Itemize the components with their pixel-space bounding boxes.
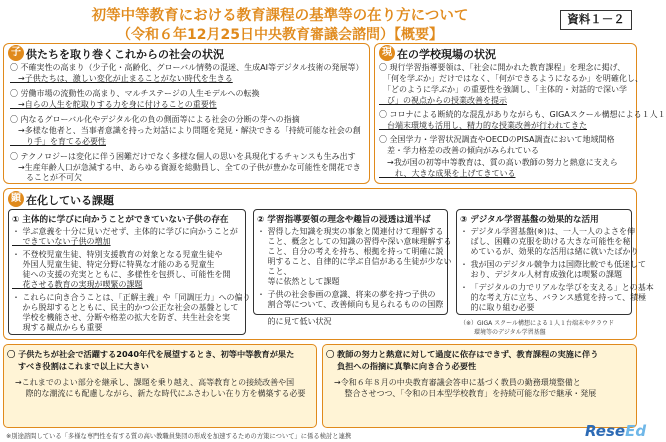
list-item: →我が国の初等中等教育は、質の高い教師の努力と熱意に支えら <box>379 158 618 167</box>
list-item: 〇 テクノロジーは変化に伴う困難だけでなく多様な個人の思いを具現化するチャンスも生み出す <box>10 152 356 161</box>
list-item: ・ 学ぶ意義を十分に見いだせず、主体的に学びに向かうことが <box>12 227 238 236</box>
footnote: ※別途諮問している「多様な専門性を有する質の高い教職員集団の形成を加速するための方策について」に係る検討と連携 <box>6 433 352 440</box>
list-item: こと、概念としての知識の習得や深い意味理解する <box>257 237 452 246</box>
list-item: り手」を育てる必要性 <box>10 137 106 146</box>
list-item: 割合等について、改善傾向も見られるものの国際 <box>257 300 444 309</box>
document-ref-badge: 資料１－２ <box>560 10 632 30</box>
society-status-panel <box>3 43 370 184</box>
header <box>0 0 640 46</box>
panel-title: 在の学校現場の状況 <box>397 48 496 61</box>
summary-heading: すべき役割はこれまで以上に大きい <box>7 361 149 371</box>
resed-logo <box>585 422 646 440</box>
list-item: 「どのように学ぶか」の重要性を強調し、「主体的・対話的で深い学 <box>379 85 627 94</box>
emerging-issues-panel <box>3 188 654 340</box>
list-item: 徒への支援の充実とともに、多様性を包摂し、可能性を開 <box>12 270 231 279</box>
list-item: 整合させつつ、「令和の日本型学校教育」を持続可能な形で継承・発展 <box>326 389 597 398</box>
list-item: 〇 不確実性の高まり（少子化・高齢化、グローバル情勢の混迷、生成AI等デジタル技術の発展等） <box>10 63 364 72</box>
list-item: 〇 コロナによる断続的な混乱がありながらも、GIGAスクール構想による１人１ <box>379 110 666 119</box>
list-item: こと、 <box>257 267 292 276</box>
list-item: できていない子供の増加 <box>12 237 111 246</box>
list-item: →自らの人生を舵取りする力を身に付けることの重要性 <box>10 100 217 109</box>
list-item: 等に依然として課題 <box>257 277 340 286</box>
list-item: ・ 我が国のデジタル競争力は国際比較でも低迷して <box>460 260 647 269</box>
issue-box-2 <box>253 209 452 315</box>
list-item: 際的な潮流にも配慮しながら、新たな時代にふさわしい在り方を構築する必要 <box>7 389 306 398</box>
list-item: →令和６年８月の中央教育審議会答申に基づく教員の勤務環境整備と <box>326 378 581 387</box>
page-subtitle: （令和６年12月25日中央教育審議会諮問）【概要】 <box>117 27 443 43</box>
list-item: ばし、困難の克服を助ける大きな可能性を秘 <box>460 237 631 246</box>
summary-heading: 〇 子供たちが社会で活躍する2040年代を展望するとき、初等中等教育が果た <box>7 349 295 359</box>
panel-title: 供たちを取り巻くこれからの社会の状況 <box>26 48 224 61</box>
list-item: 的な考え方に立ち、バランス感覚を持って、積極 <box>460 293 647 302</box>
list-item: ・ デジタル学習基盤(※)は、一人一人のよさを伸 <box>460 227 636 236</box>
issue-title: ② 学習指導要領の理念や趣旨の浸透は道半ば <box>257 215 431 225</box>
list-item: び」の視点からの授業改善を提示 <box>379 96 507 105</box>
list-item: めているが、効果的な活用は緒に就いたばかり <box>460 247 639 256</box>
footnote-text: 環境等のデジタル学習基盤 <box>474 329 546 336</box>
logo-text: Rese <box>585 422 626 440</box>
list-item: 「何を学ぶか」だけではなく、「何ができるようになるか」を明確化し、 <box>379 74 643 83</box>
list-item: →生産年齢人口が急減する中、あらゆる資源を総動員し、全ての子供が豊かな可能性を開花でき <box>10 163 361 172</box>
list-item: 的に取り組む必要 <box>460 303 535 312</box>
list-item: 〇 労働市場の流動性の高まり、マルチステージの人生モデルへの転換 <box>10 89 260 98</box>
logo-text-accent: Ed <box>625 422 647 440</box>
list-item: →子供たちは、激しい変化が止まることがない時代を生きる <box>10 74 233 83</box>
list-item: →これまでのよい部分を継承し、課題を乗り越え、高等教育との接続改善や国 <box>7 378 295 387</box>
list-item: ・ 「デジタルの力でリアルな学びを支える」との基本 <box>460 283 654 292</box>
list-item: おり、デジタル人材育成強化は喫緊の課題 <box>460 270 623 279</box>
list-item: 学校を機能させ、分断や格差の拡大を防ぎ、共生社会を実 <box>12 313 230 322</box>
list-item: →多様な他者と、当事者意識を持った対話により問題を発見・解決できる「持続可能な社会の創 <box>10 126 361 135</box>
teacher-burden-box <box>322 344 637 428</box>
list-item: 台端末環境も活用し、精力的な授業改善が行われてきた <box>379 121 587 130</box>
summary-heading: 負担への指摘に真摯に向き合う必要性 <box>326 361 477 371</box>
list-item: ・ 子供の社会参画の意識、将来の夢を持つ子供の <box>257 290 436 299</box>
list-item: ・ 不登校児童生徒、特別支援教育の対象となる児童生徒や <box>12 250 223 259</box>
issue-box-1 <box>8 209 251 335</box>
list-item: から脱却するとともに、民主的かつ公正な社会の基盤として <box>12 303 239 312</box>
list-item: 〇 内なるグローバル化やデジタル化の負の側面等による社会の分断の芽への指摘 <box>10 115 300 124</box>
list-item: 明すること、自律的に学ぶ自信がある生徒が少ない <box>257 257 452 266</box>
page-title: 初等中等教育における教育課程の基準等の在り方について <box>91 8 469 24</box>
issue-box-3 <box>456 209 654 315</box>
panel-title: 在化している課題 <box>26 194 114 207</box>
list-item: こと、自分の考えを持ち、根拠を持って明確に説 <box>257 247 444 256</box>
list-item: 差・学力格差の改善の傾向がみられている <box>379 146 539 155</box>
list-item: ・ これらに向き合うことは、「正解主義」や「同調圧力」への偏り <box>12 293 251 302</box>
list-item: 外国人児童生徒、特定分野に特異な才能のある児童生 <box>12 260 215 269</box>
list-item: れ、大きな成果を上げてきている <box>379 169 516 178</box>
list-item: 花させる教育の実現が喫緊の課題 <box>12 280 143 289</box>
list-item: 現する観点からも重要 <box>12 323 103 332</box>
school-status-panel <box>374 43 666 184</box>
panel-badge: 子 <box>8 45 24 61</box>
panel-badge: 顕 <box>8 191 24 207</box>
list-item: 〇 現行学習指導要領は、「社会に開かれた教育課程」を理念に掲げ、 <box>379 63 626 72</box>
list-item: 〇 全国学力・学習状況調査やOECDのPISA調査において地域間格 <box>379 135 615 144</box>
footnote-text: （※）GIGA スクール構想による１人１台端末やクラウド <box>460 320 614 327</box>
list-item: 的に見て低い状況 <box>257 317 332 326</box>
summary-heading: 〇 教師の努力と熱意に対して過度に依存はできず、教育課程の実施に伴う <box>326 349 599 359</box>
list-item: ることが不可欠 <box>10 173 82 182</box>
list-item: ・ 習得した知識を現実の事象と関連付けて理解する <box>257 227 444 236</box>
issue-title: ① 主体的に学びに向かうことができていない子供の存在 <box>12 215 229 225</box>
issue-title: ③ デジタル学習基盤の効果的な活用 <box>460 215 599 225</box>
role-summary-box <box>3 344 317 428</box>
panel-badge: 現 <box>379 45 395 61</box>
